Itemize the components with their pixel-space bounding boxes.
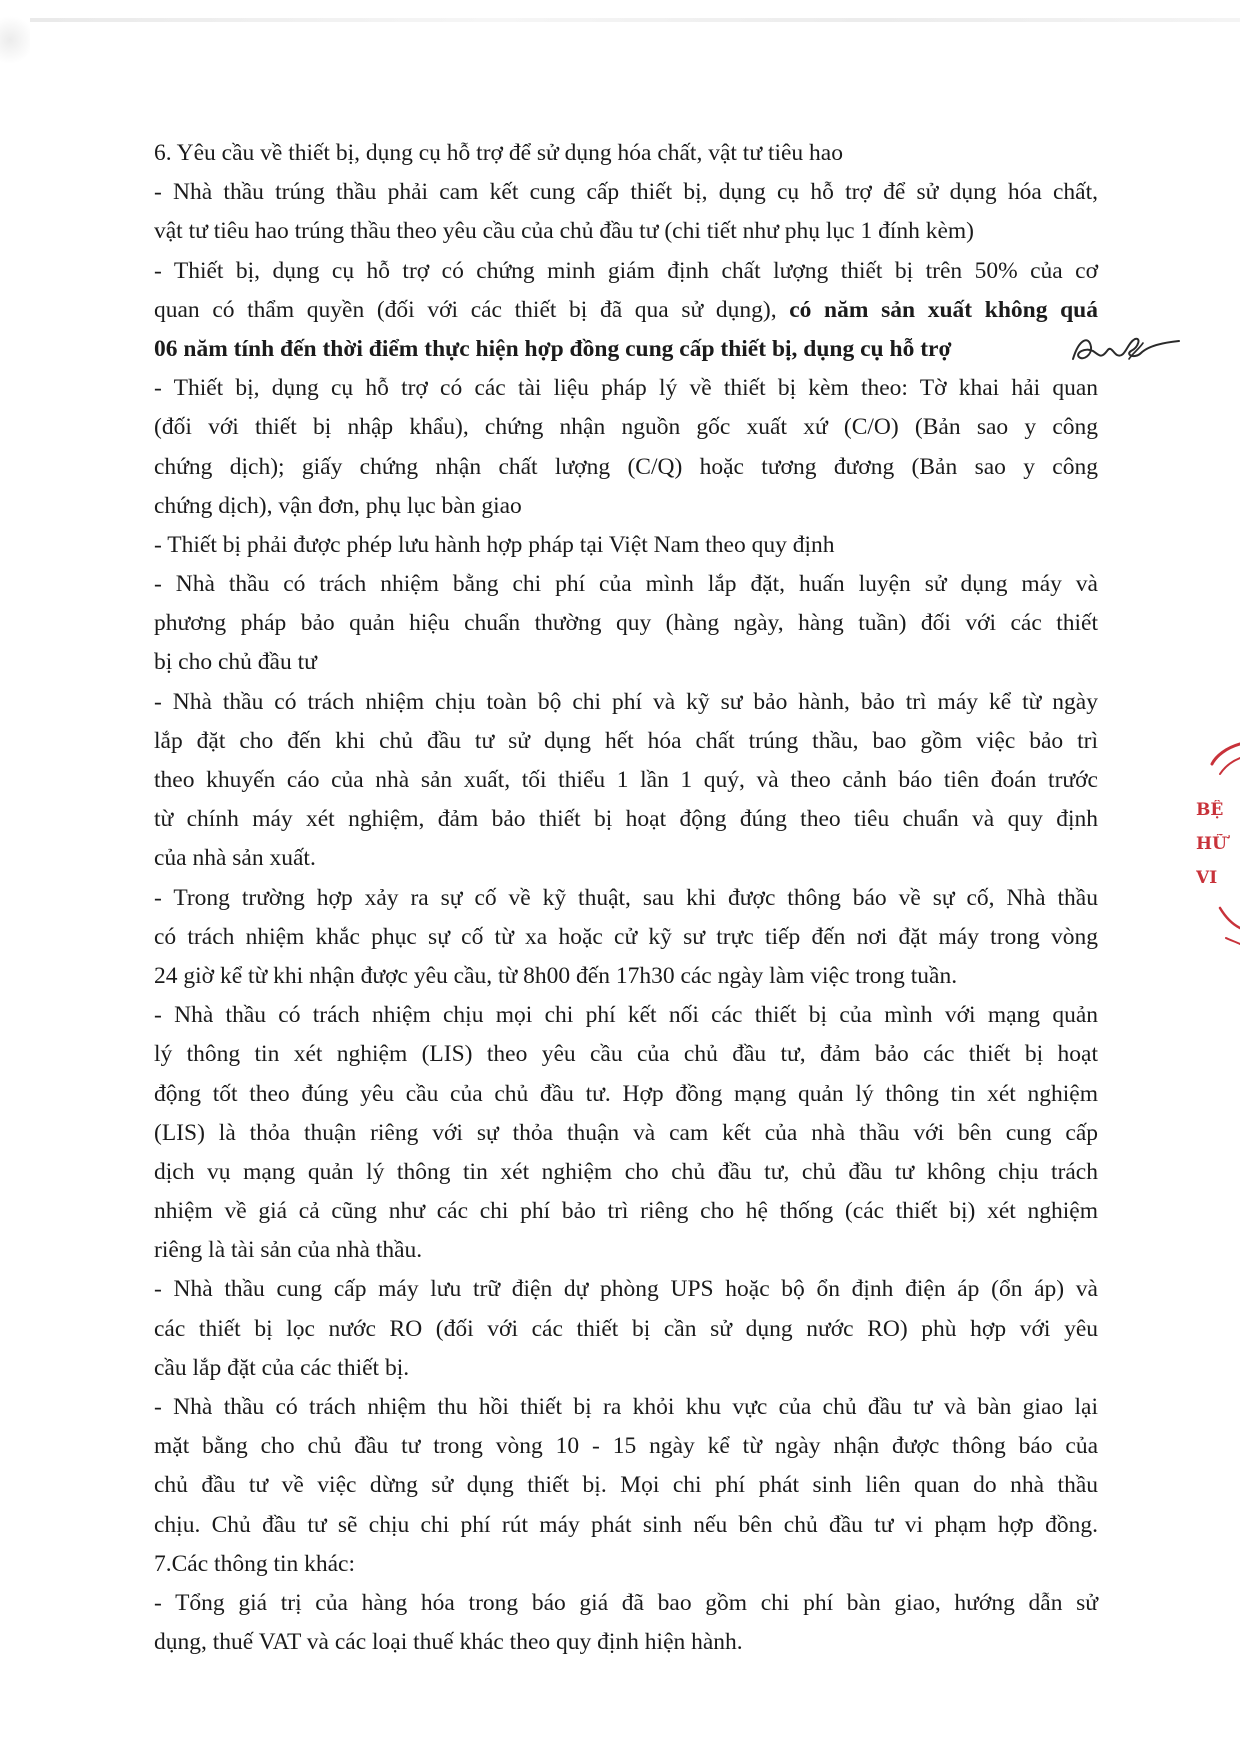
- text-line: (LIS) là thỏa thuận riêng với sự thỏa thuận và cam kết của nhà thầu với bên cung cấp: [154, 1119, 1098, 1146]
- text-line: chứng dịch); giấy chứng nhận chất lượng (C/Q) hoặc tương đương (Bản sao y công: [154, 453, 1098, 480]
- text-line: của nhà sản xuất.: [154, 845, 316, 872]
- text-line: - Nhà thầu có trách nhiệm thu hồi thiết bị ra khỏi khu vực của chủ đầu tư và bàn giao lại: [154, 1394, 1098, 1420]
- text-line: dịch vụ mạng quản lý thông tin xét nghiệm cho chủ đầu tư, chủ đầu tư không chịu trách: [154, 1158, 1098, 1185]
- stamp-fragment: HỮ: [1196, 834, 1227, 854]
- text-line: từ chính máy xét nghiệm, đảm bảo thiết bị hoạt động đúng theo tiêu chuẩn và quy định: [154, 806, 1098, 833]
- text-line: (đối với thiết bị nhập khẩu), chứng nhận nguồn gốc xuất xứ (C/O) (Bản sao y công: [154, 414, 1098, 441]
- text-line: - Thiết bị, dụng cụ hỗ trợ có các tài liệu pháp lý về thiết bị kèm theo: Tờ khai hải quan: [154, 375, 1098, 402]
- text-line: động tốt theo đúng yêu cầu của chủ đầu tư. Hợp đồng mạng quản lý thông tin xét nghiệm: [154, 1080, 1098, 1107]
- section-7-heading: 7.Các thông tin khác:: [154, 1550, 356, 1577]
- text-line: 24 giờ kể từ khi nhận được yêu cầu, từ 8h00 đến 17h30 các ngày làm việc trong tuần.: [154, 962, 958, 989]
- bold-text-line: 06 năm tính đến thời điểm thực hiện hợp đồng cung cấp thiết bị, dụng cụ hỗ trợ: [154, 335, 952, 362]
- text-line: - Nhà thầu có trách nhiệm chịu toàn bộ chi phí và kỹ sư bảo hành, bảo trì máy kể từ ngày: [154, 688, 1098, 715]
- text-line: lắp đặt cho đến khi chủ đầu tư sử dụng hết hóa chất trúng thầu, bao gồm việc bảo trì: [154, 727, 1098, 754]
- text-line: dụng, thuế VAT và các loại thuế khác theo quy định hiện hành.: [154, 1629, 743, 1656]
- text-line-mixed: [154, 291, 1098, 330]
- bold-text-segment: có năm sản xuất không quá: [789, 296, 1098, 323]
- text-line: - Nhà thầu cung cấp máy lưu trữ điện dự phòng UPS hoặc bộ ổn định điện áp (ổn áp) và: [154, 1276, 1098, 1303]
- text-line: - Thiết bị phải được phép lưu hành hợp pháp tại Việt Nam theo quy định: [154, 531, 835, 558]
- text-line: theo khuyến cáo của nhà sản xuất, tối thiểu 1 lần 1 quý, và theo cảnh báo tiên đoán trước: [154, 767, 1098, 793]
- text-line: - Tổng giá trị của hàng hóa trong báo giá đã bao gồm chi phí bàn giao, hướng dẫn sử: [154, 1589, 1098, 1616]
- document-body: [154, 134, 1098, 1662]
- text-line: lý thông tin xét nghiệm (LIS) theo yêu cầu của chủ đầu tư, đảm bảo các thiết bị hoạt: [154, 1041, 1098, 1068]
- text-line: - Thiết bị, dụng cụ hỗ trợ có chứng minh giám định chất lượng thiết bị trên 50% của cơ: [154, 257, 1098, 284]
- text-line: chịu. Chủ đầu tư sẽ chịu chi phí rút máy phát sinh nếu bên chủ đầu tư vi phạm hợp đồng.: [154, 1511, 1098, 1538]
- stamp-fragment: BỆ: [1196, 800, 1224, 820]
- text-line: chủ đầu tư về việc dừng sử dụng thiết bị. Mọi chi phí phát sinh liên quan do nhà thầu: [154, 1472, 1098, 1499]
- text-line: - Nhà thầu có trách nhiệm bằng chi phí của mình lắp đặt, huấn luyện sử dụng máy và: [154, 571, 1098, 598]
- text-line: chứng dịch), vận đơn, phụ lục bàn giao: [154, 492, 522, 519]
- text-line: mặt bằng cho chủ đầu tư trong vòng 10 - 15 ngày kể từ ngày nhận được thông báo của: [154, 1433, 1098, 1460]
- text-line: - Nhà thầu trúng thầu phải cam kết cung cấp thiết bị, dụng cụ hỗ trợ để sử dụng hóa chất,: [154, 179, 1098, 206]
- stamp-fragment: VI: [1196, 868, 1218, 888]
- text-line: vật tư tiêu hao trúng thầu theo yêu cầu của chủ đầu tư (chi tiết như phụ lục 1 đính kèm): [154, 218, 975, 245]
- text-line: nhiệm về giá cả cũng như các chi phí bảo trì riêng cho hệ thống (các thiết bị) xét nghiệm: [154, 1198, 1098, 1225]
- scan-edge-left: [0, 0, 30, 80]
- text-line: - Nhà thầu có trách nhiệm chịu mọi chi phí kết nối các thiết bị của mình với mạng quản: [154, 1002, 1098, 1029]
- text-line: bị cho chủ đầu tư: [154, 649, 317, 676]
- text-segment: quan có thẩm quyền (đối với các thiết bị đã qua sử dụng),: [154, 296, 790, 323]
- text-line: có trách nhiệm khắc phục sự cố từ xa hoặc cử kỹ sư trực tiếp đến nơi đặt máy trong vòng: [154, 923, 1098, 950]
- text-line: phương pháp bảo quản hiệu chuẩn thường quy (hàng ngày, hàng tuần) đối với các thiết: [154, 610, 1098, 637]
- handwritten-initials: [1069, 329, 1181, 369]
- text-line: - Trong trường hợp xảy ra sự cố về kỹ thuật, sau khi được thông báo về sự cố, Nhà thầu: [154, 884, 1098, 911]
- text-line: riêng là tài sản của nhà thầu.: [154, 1237, 423, 1264]
- text-line: các thiết bị lọc nước RO (đối với các thiết bị cần sử dụng nước RO) phù hợp với yêu: [154, 1315, 1098, 1342]
- text-line: cầu lắp đặt của các thiết bị.: [154, 1354, 410, 1381]
- section-6-heading: 6. Yêu cầu về thiết bị, dụng cụ hỗ trợ để sử dụng hóa chất, vật tư tiêu hao: [154, 140, 843, 166]
- scan-edge-top: [0, 18, 1240, 22]
